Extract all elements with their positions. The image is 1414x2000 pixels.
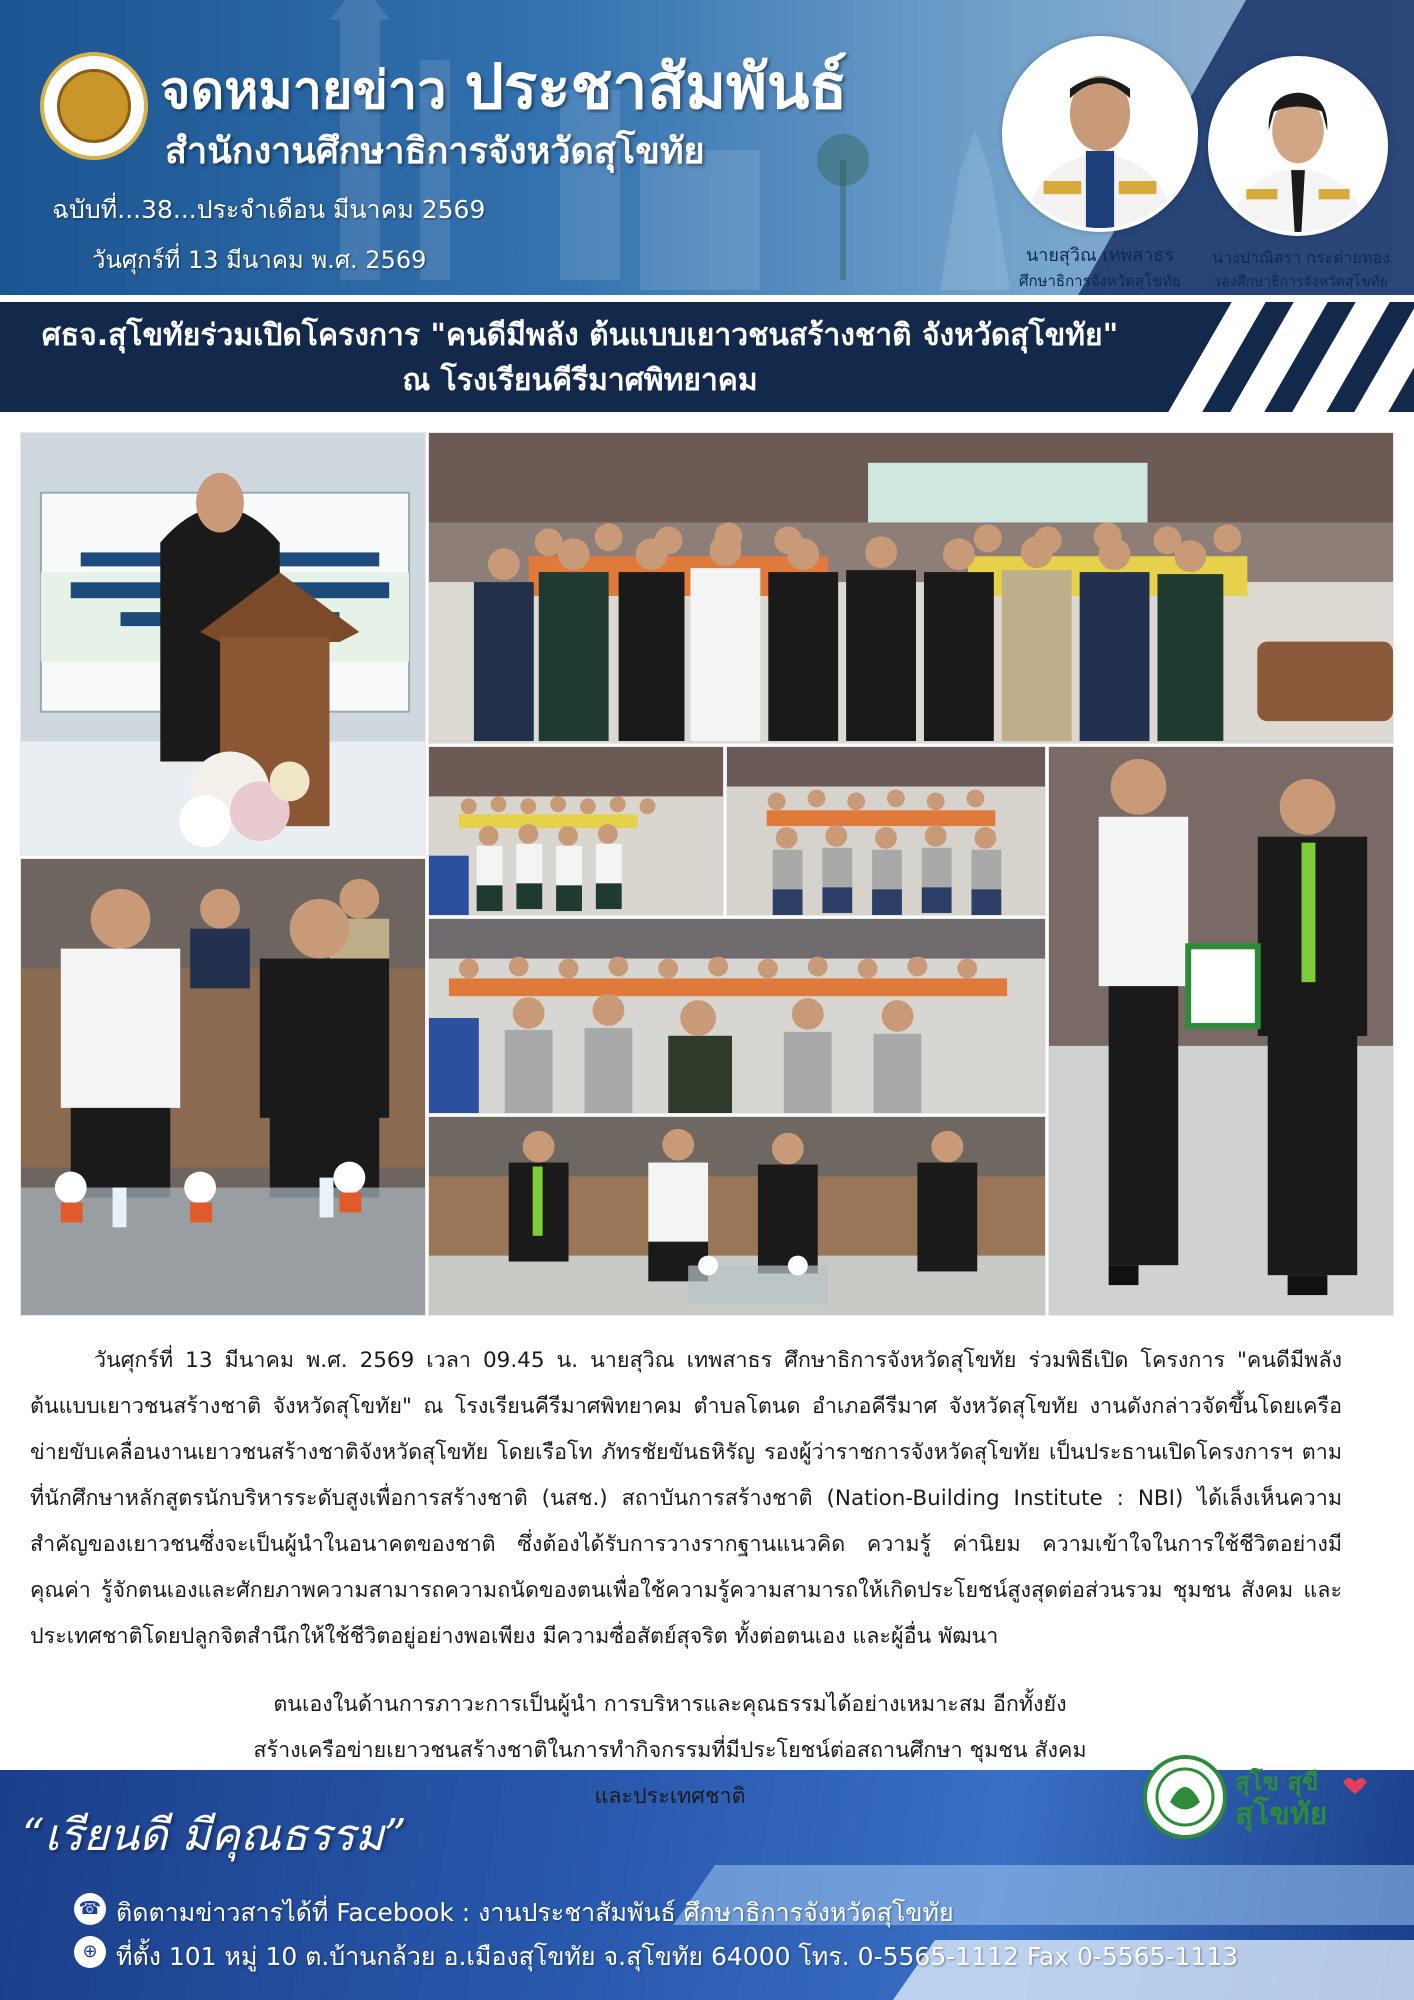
photo-students-center [726, 746, 1046, 916]
title-prefix: จดหมายข่าว [160, 61, 447, 121]
headline-line-2: ณ โรงเรียนคีรีมาศพิทยาคม [402, 363, 758, 398]
issue-date: วันศุกร์ที่ 13 มีนาคม พ.ศ. 2569 [92, 246, 427, 274]
photo-vips-seated [20, 858, 426, 1316]
sukhothai-happy-logo [1140, 1752, 1380, 1842]
official-portrait-2 [1208, 56, 1388, 236]
office-address: ที่ตั้ง 101 หมู่ 10 ต.บ้านกล้วย อ.เมืองสุโขทัย จ.สุโขทัย 64000 โทร. 0-5565-1112 Fax 0-5565-1113 [116, 1942, 1239, 1971]
official-role-1: ศึกษาธิการจังหวัดสุโขทัย [1019, 272, 1181, 290]
photo-students-audience [428, 918, 1046, 1114]
svg-text:สุโข สุขี: สุโข สุขี [1235, 1768, 1319, 1796]
official-caption-1 [990, 240, 1210, 293]
globe-icon: ⊕ [74, 1936, 106, 1968]
official-role-2: รองศึกษาธิการจังหวัดสุโขทัย [1214, 274, 1388, 290]
headline-banner [0, 302, 1414, 412]
school-slogan: “เรียนดี มีคุณธรรม” [22, 1810, 407, 1861]
article-body: วันศุกร์ที่ 13 มีนาคม พ.ศ. 2569 เวลา 09.45 น. นายสุวิณ เทพสาธร ศึกษาธิการจังหวัดสุโขทัย ร่วมพิธีเปิด โครงการ "คนดีมีพลัง ต้นแบบเยาวชนสร้างชาติ จังหวัดสุโขทัย" ณ โรงเรียนคีรีมาศพิทยาคม ตำบลโตนด อำเภอคีรีมาศ จังหวัดสุโขทัย งานดังกล่าวจัดขึ้นโดยเครือข่ายขับเคลื่อนงานเยาวชนสร้างชาติจังหวัดสุโขทัย โดยเรือโท ภัทรชัยขันธหิรัญ รองผู้ว่าราชการจังหวัดสุโขทัย เป็นประธานเปิดโครงการฯ ตามที่นักศึกษาหลักสูตรนักบริหารระดับสูงเพื่อการสร้างชาติ (นสช.) สถาบันการสร้างชาติ (Nation-Building Institute : NBI) ได้เล็งเห็นความสำคัญของเยาวชนซึ่งจะเป็นผู้นำในอนาคตของชาติ ซึ่งต้องได้รับการวางรากฐานแนวคิด ความรู้ ค่านิยม ความเข้าใจในการใช้ชีวิตอย่างมีคุณค่า รู้จักตนเองและศักยภาพความสามารถความถนัดของตนเพื่อใช้ความรู้ความสามารถให้เกิดประโยชน์สูงสุดต่อส่วนรวม ชุมชน สังคม และประเทศชาติโดยปลูกจิตสำนึกให้ใช้ชีวิตอยู่อย่างพอเพียง มีความซื่อสัตย์สุจริต ทั้งต่อตนเอง และผู้อื่น พัฒนา [30, 1348, 1342, 1649]
official-name-2: นางปาณิสรา กระต่ายทอง [1212, 248, 1390, 267]
photo-certificate-handover [1048, 746, 1394, 1316]
photo-speaker-podium [20, 432, 426, 856]
photo-students-left [428, 746, 724, 916]
official-portrait-1 [1002, 36, 1198, 232]
official-name-1: นายสุวิณ เทพสาธร [1025, 245, 1175, 266]
official-photo-1 [1006, 40, 1194, 228]
phone-icon: ☎ [74, 1893, 106, 1925]
ministry-seal-logo [40, 52, 148, 160]
photo-group-portrait [428, 432, 1394, 744]
official-photo-2 [1212, 60, 1384, 232]
photo-vips-sofa [428, 1116, 1046, 1316]
svg-text:สุโขทัย: สุโขทัย [1235, 1797, 1328, 1832]
sukhothai-logo-graphic [1140, 1752, 1380, 1842]
official-caption-2 [1196, 246, 1406, 293]
office-name: สำนักงานศึกษาธิการจังหวัดสุโขทัย [165, 131, 705, 172]
article-closing: ตนเองในด้านการภาวะการเป็นผู้นำ การบริหารและคุณธรรมได้อย่างเหมาะสม อีกทั้งยังสร้างเครือข่ายเยาวชนสร้างชาติในการทำกิจกรรมที่มีประโยชน์ต่อสถานศึกษา ชุมชน สังคม และประเทศชาติ [253, 1692, 1087, 1809]
issue-number: ฉบับที่...38...ประจำเดือน มีนาคม 2569 [52, 195, 486, 224]
headline-line-1: ศธจ.สุโขทัยร่วมเปิดโครงการ "คนดีมีพลัง ต้นแบบเยาวชนสร้างชาติ จังหวัดสุโขทัย" [41, 318, 1119, 353]
facebook-contact: ติดตามข่าวสารได้ที่ Facebook : งานประชาสัมพันธ์ ศึกษาธิการจังหวัดสุโขทัย [116, 1898, 954, 1927]
title-main-word: ประชาสัมพันธ์ [464, 50, 848, 123]
